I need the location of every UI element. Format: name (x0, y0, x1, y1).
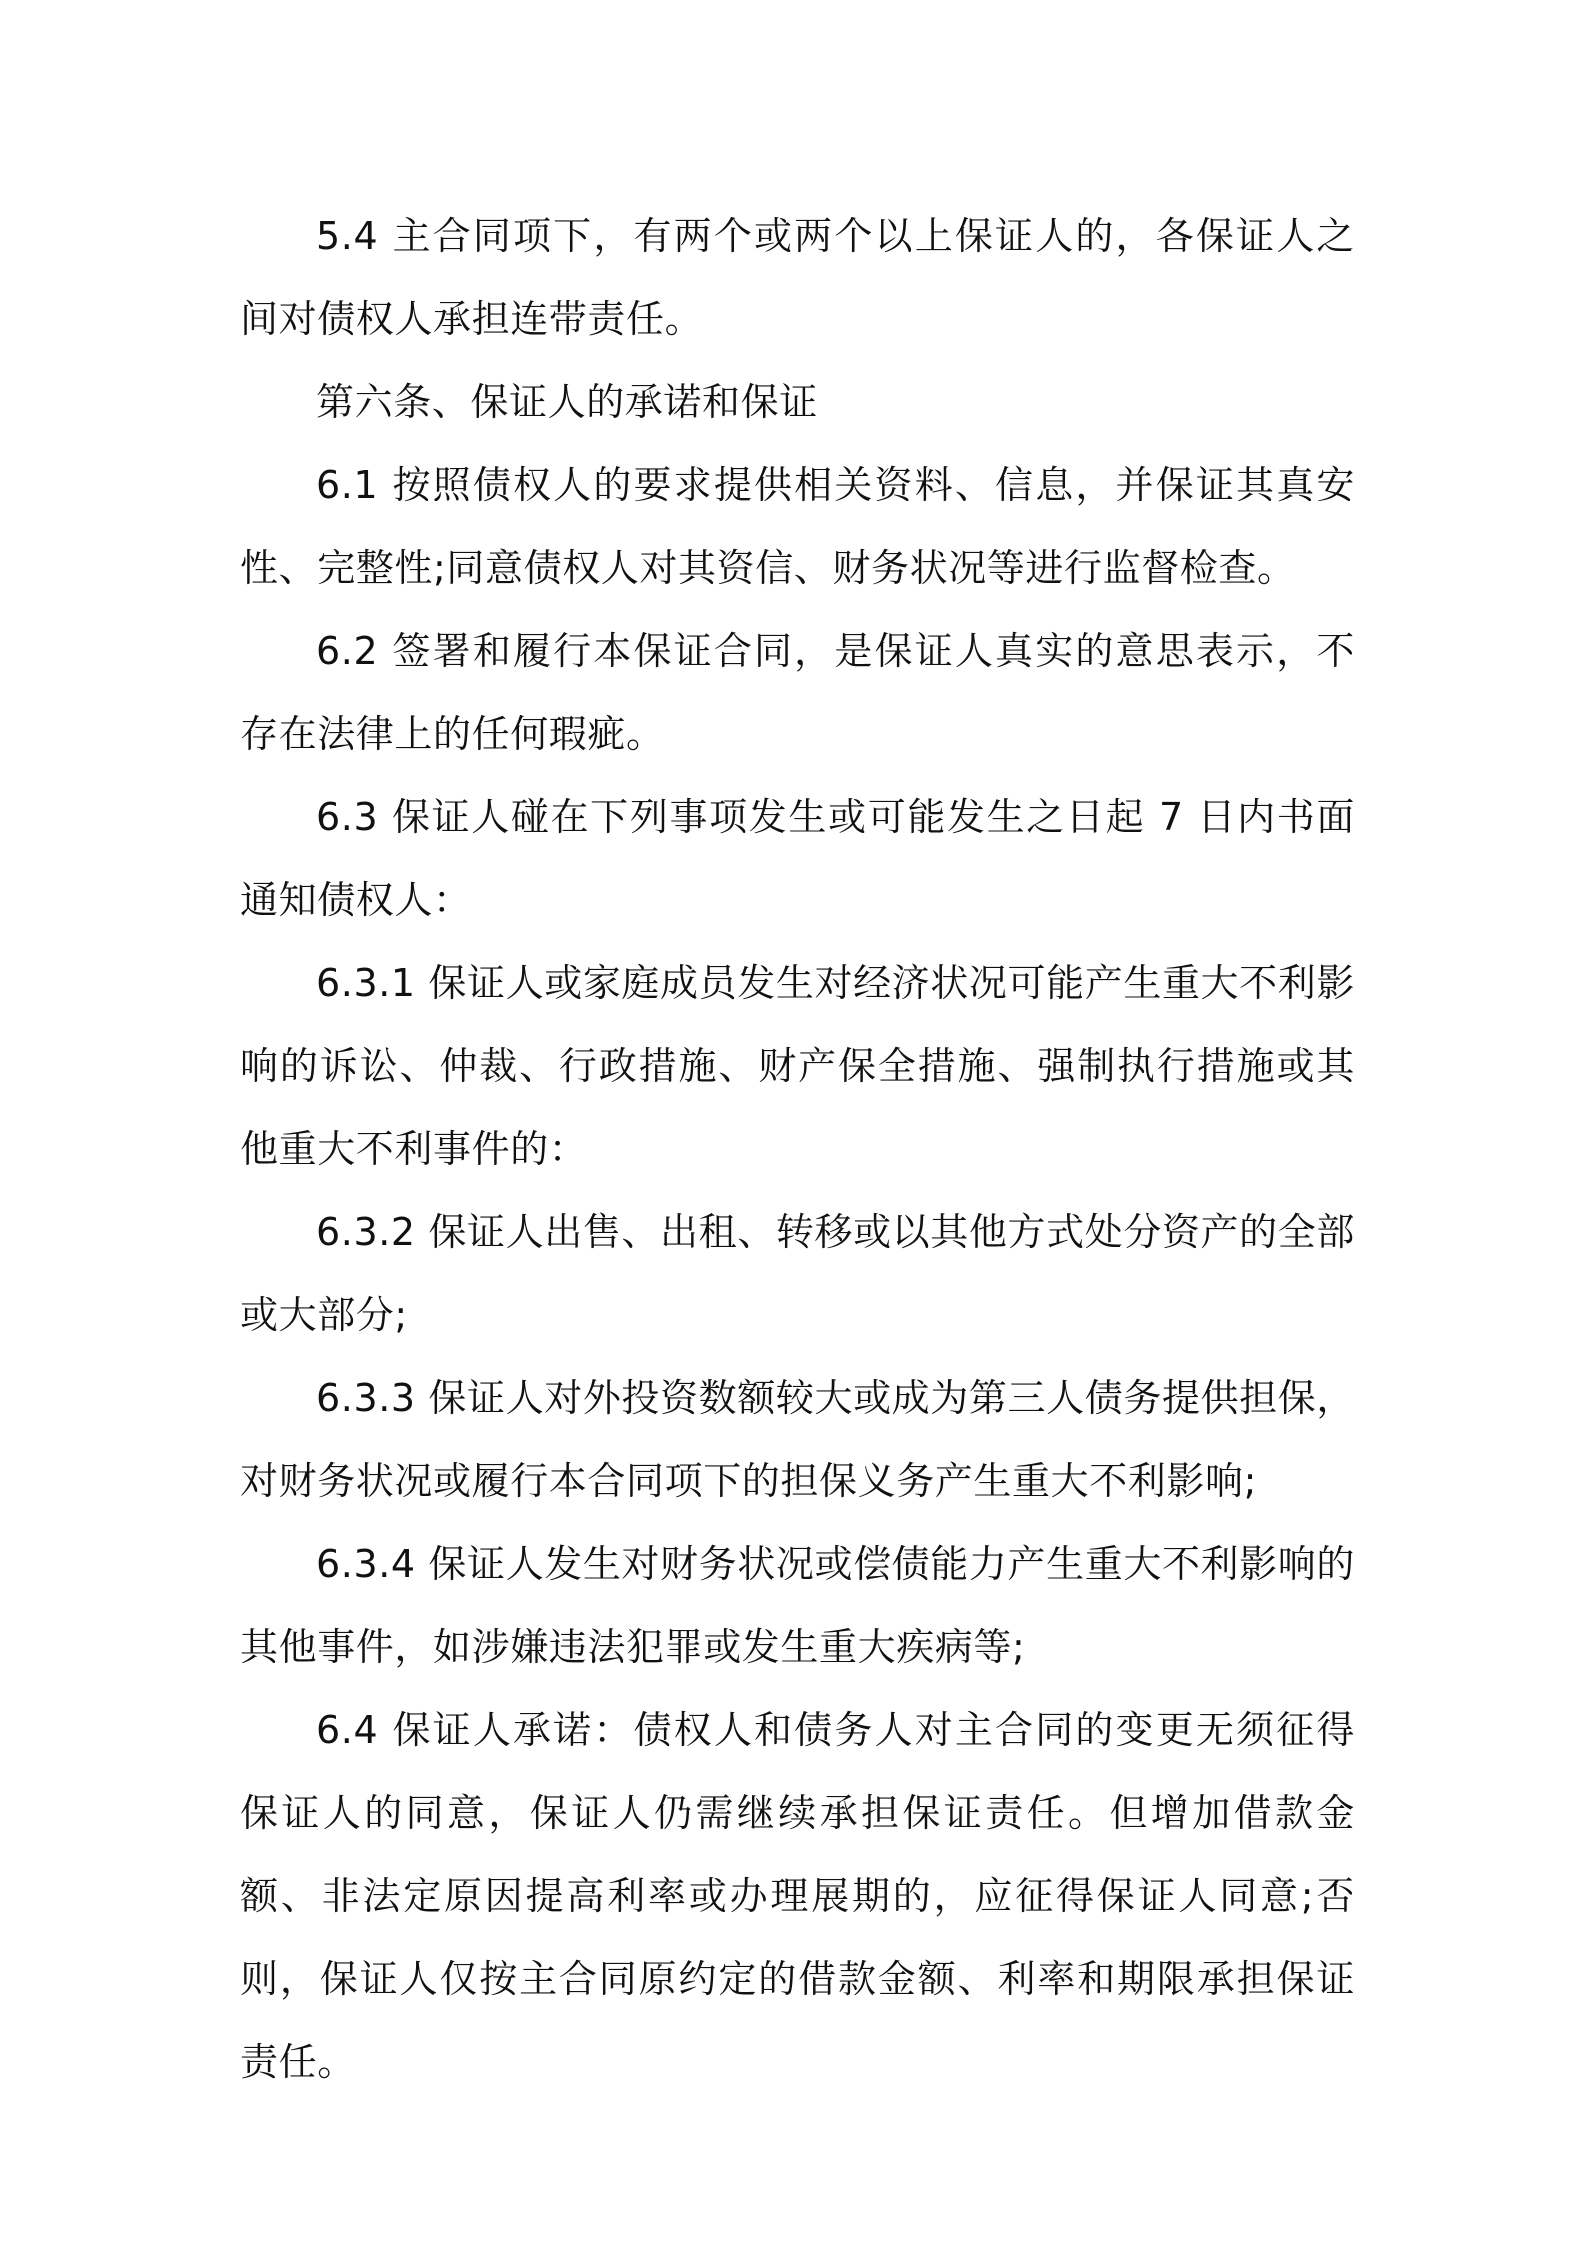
clause-6-3-3: 6.3.3 保证人对外投资数额较大或成为第三人债务提供担保，对财务状况或履行本合同项下的担保义务产生重大不利影响; (240, 1376, 1355, 1503)
clause-6-4: 6.4 保证人承诺：债权人和债务人对主合同的变更无须征得保证人的同意，保证人仍需继续承担保证责任。但增加借款金额、非法定原因提高利率或办理展期的，应征得保证人同意;否则，保证人仅按主合同原约定的借款金额、利率和期限承担保证责任。 (240, 1708, 1355, 2084)
clause-5-4: 5.4 主合同项下，有两个或两个以上保证人的，各保证人之间对债权人承担连带责任。 (240, 214, 1355, 341)
clause-6-1: 6.1 按照债权人的要求提供相关资料、信息，并保证其真安性、完整性;同意债权人对其资信、财务状况等进行监督检查。 (240, 463, 1355, 590)
clause-6-3-2: 6.3.2 保证人出售、出租、转移或以其他方式处分资产的全部或大部分; (240, 1210, 1355, 1337)
document-body (240, 195, 1355, 2104)
clause-6-3-4: 6.3.4 保证人发生对财务状况或偿债能力产生重大不利影响的其他事件，如涉嫌违法犯罪或发生重大疾病等; (240, 1542, 1355, 1669)
article-6-heading: 第六条、保证人的承诺和保证 (316, 380, 818, 424)
clause-6-3: 6.3 保证人碰在下列事项发生或可能发生之日起 7 日内书面通知债权人： (240, 795, 1355, 922)
clause-6-3-1: 6.3.1 保证人或家庭成员发生对经济状况可能产生重大不利影响的诉讼、仲裁、行政措施、财产保全措施、强制执行措施或其他重大不利事件的： (240, 961, 1355, 1171)
clause-6-2: 6.2 签署和履行本保证合同，是保证人真实的意思表示，不存在法律上的任何瑕疵。 (240, 629, 1355, 756)
